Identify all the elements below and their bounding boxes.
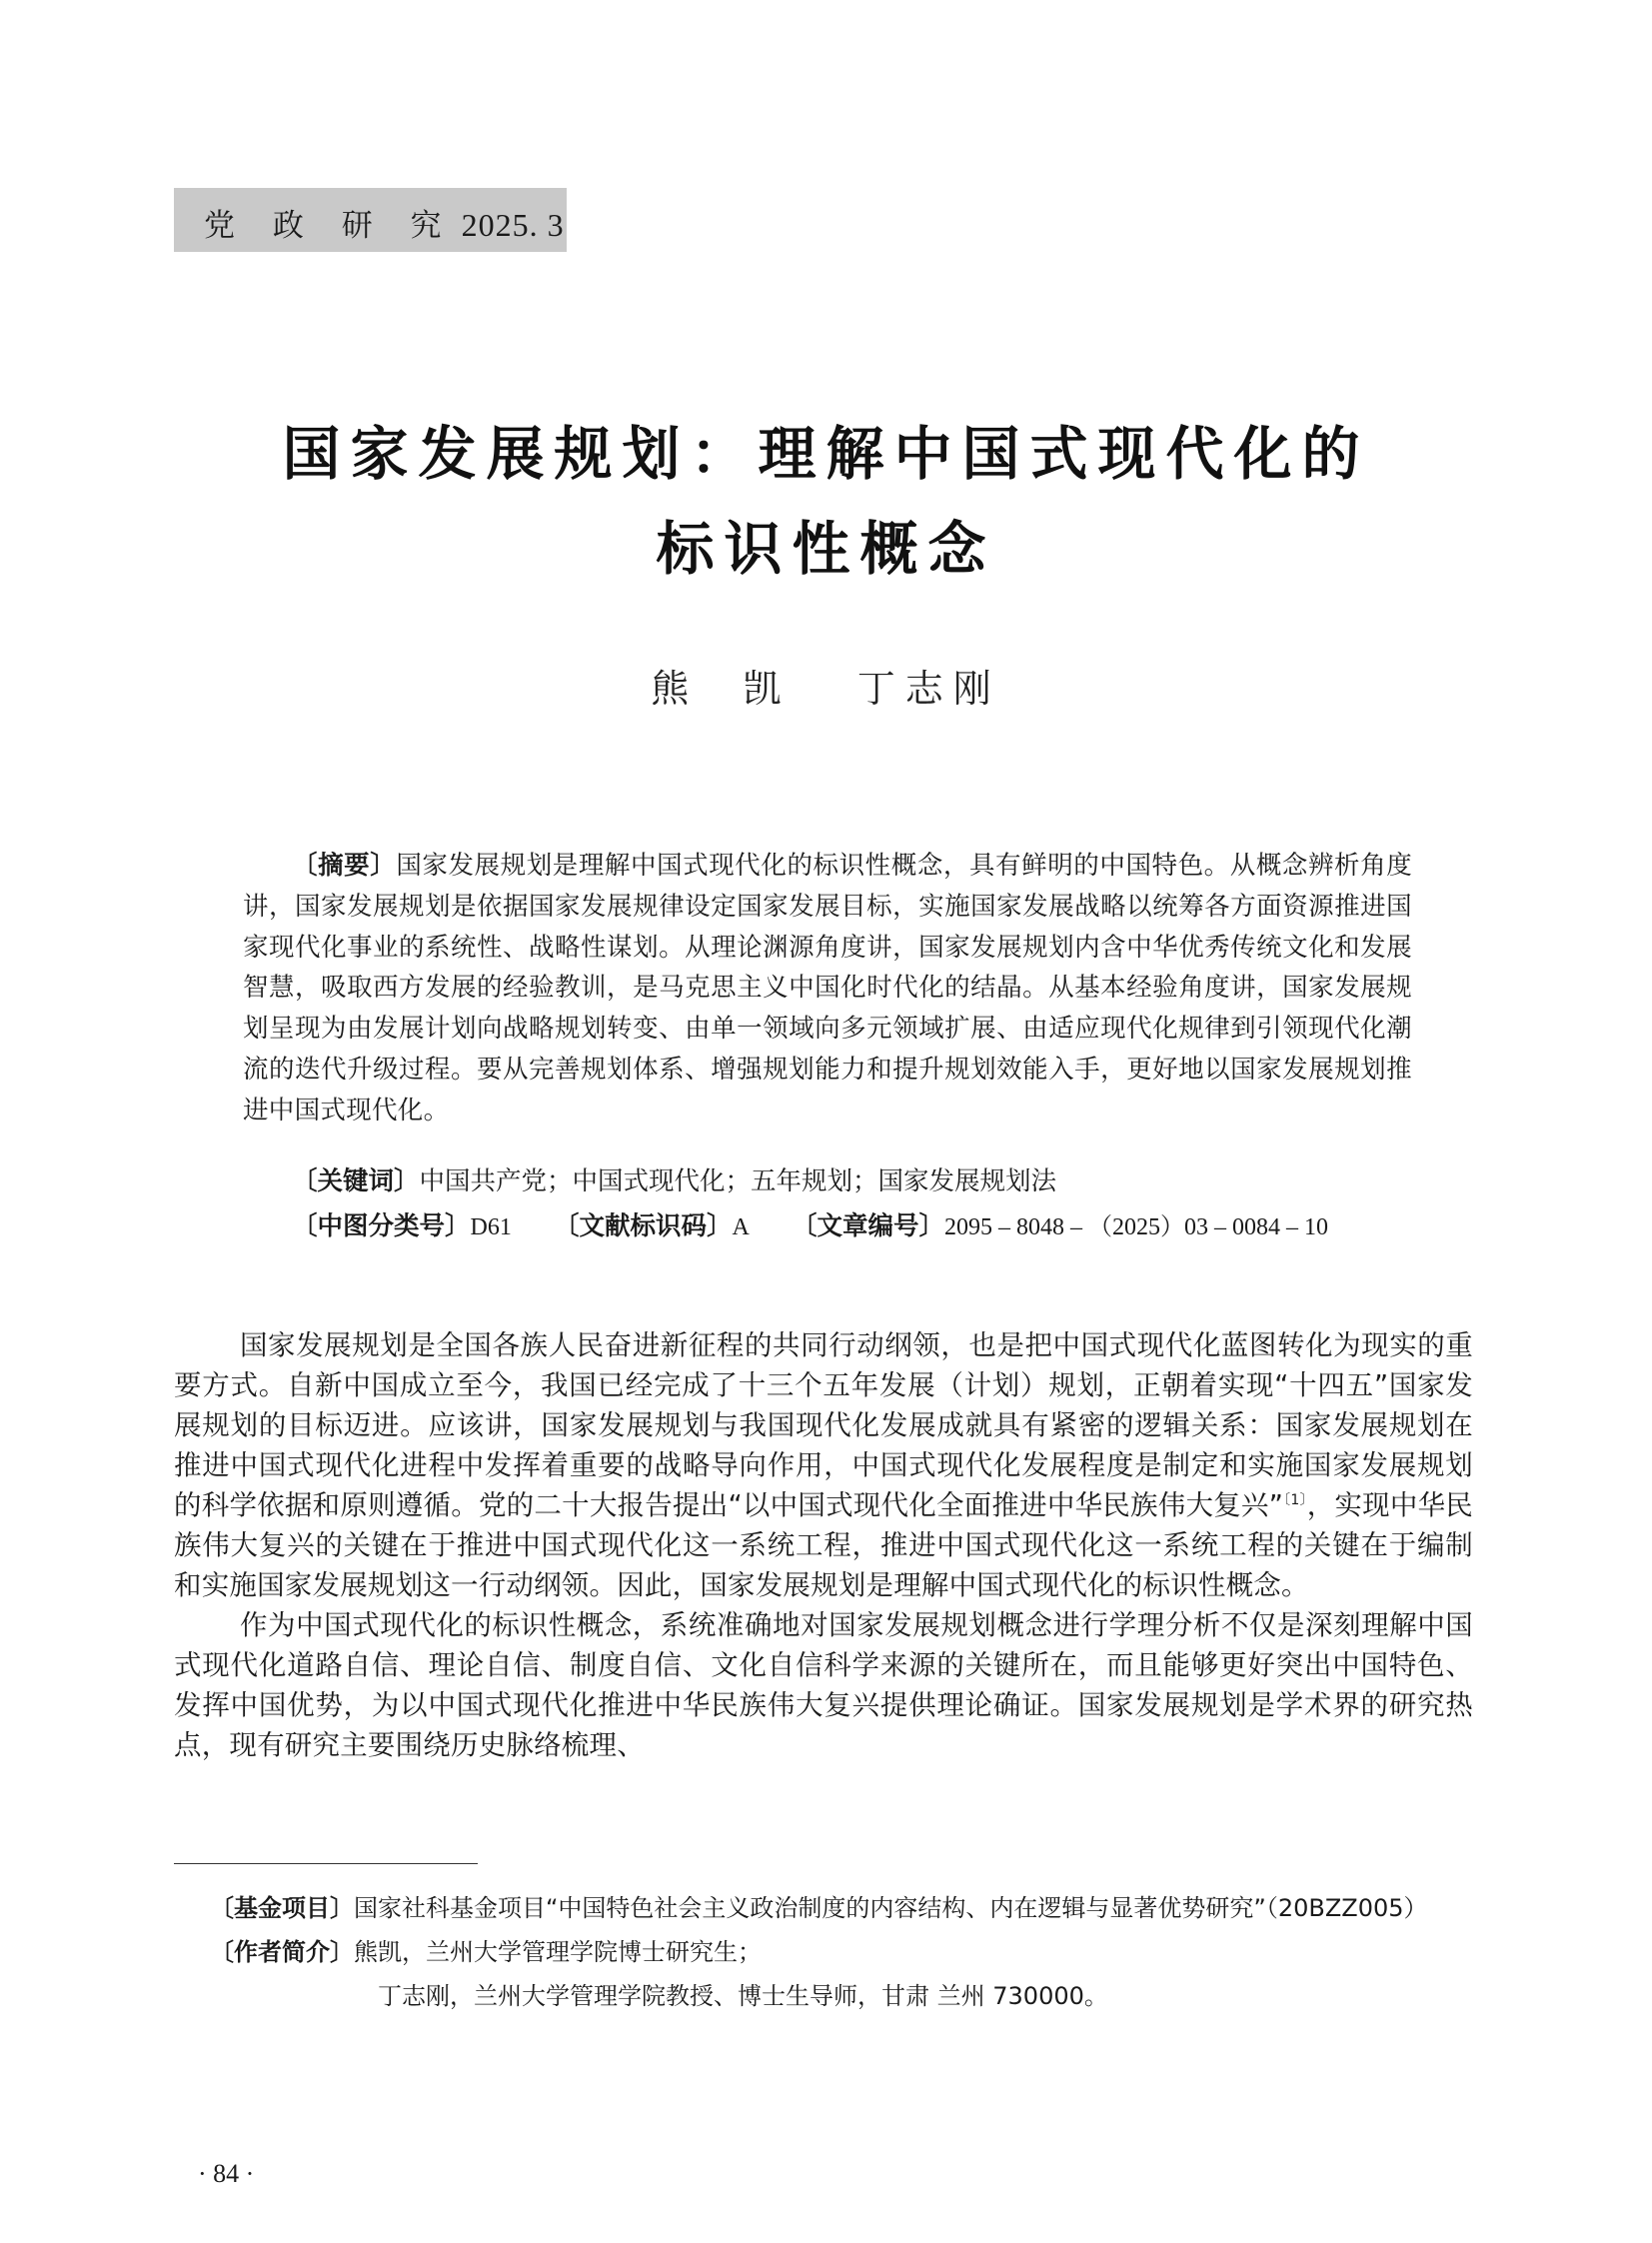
body-paragraph-1-part-b: ，实现中华民族伟大复兴的关键在于推进中国式现代化这一系统工程，推进中国式现代化这一系统工程的关键在于编制和实施国家发展规划这一行动纲领。因此，国家发展规划是理解中国式现代化的标识性概念。 <box>174 1489 1473 1601</box>
doc-code-value: A <box>732 1214 750 1240</box>
journal-issue: 2025. 3 <box>461 207 565 243</box>
article-number-value: 2095 – 8048 – （2025）03 – 0084 – 10 <box>943 1214 1328 1240</box>
author-2-bio: 丁志刚，兰州大学管理学院教授、博士生导师，甘肃 兰州 730000。 <box>378 1982 1108 2010</box>
abstract-text: 国家发展规划是理解中国式现代化的标识性概念，具有鲜明的中国特色。从概念辨析角度讲，国家发展规划是依据国家发展规律设定国家发展目标，实施国家发展战略以统筹各方面资源推进国家现代化事业的系统性、战略性谋划。从理论渊源角度讲，国家发展规划内含中华优秀传统文化和发展智慧，吸取西方发展的经验教训，是马克思主义中国化时代化的结晶。从基本经验角度讲，国家发展规划呈现为由发展计划向战略规划转变、由单一领域向多元领域扩展、由适应现代化规律到引领现代化潮流的迭代升级过程。要从完善规划体系、增强规划能力和提升规划效能入手，更好地以国家发展规划推进中国式现代化。 <box>243 851 1413 1125</box>
keywords-text: 中国共产党；中国式现代化；五年规划；国家发展规划法 <box>419 1166 1057 1196</box>
author-1-bio: 熊凯，兰州大学管理学院博士研究生； <box>354 1938 762 1966</box>
authors: 熊 凯 丁志刚 <box>651 667 1001 711</box>
fund-text: 国家社科基金项目“中国特色社会主义政治制度的内容结构、内在逻辑与显著优势研究”（20BZZ005） <box>354 1894 1428 1922</box>
footnotes <box>210 1889 1479 2015</box>
article-title-line-2: 标识性概念 <box>656 515 996 583</box>
journal-header <box>204 200 565 245</box>
journal-name: 党 政 研 究 <box>204 208 456 244</box>
article-number-label: 〔文章编号〕 <box>791 1211 944 1241</box>
article-title-line-1: 国家发展规划：理解中国式现代化的 <box>282 420 1370 488</box>
fund-footnote <box>210 1889 1479 1927</box>
citation-superscript: 〔1〕 <box>1283 1491 1307 1508</box>
keywords-label: 〔关键词〕 <box>292 1166 420 1196</box>
abstract <box>243 846 1412 1131</box>
clc-value: D61 <box>470 1214 512 1240</box>
clc-label: 〔中图分类号〕 <box>292 1211 471 1241</box>
journal-header-box <box>174 188 567 252</box>
body-paragraph-1 <box>174 1325 1473 1605</box>
footnote-divider <box>174 1863 478 1864</box>
doc-code-label: 〔文献标识码〕 <box>553 1211 733 1241</box>
keywords <box>292 1161 1056 1197</box>
abstract-label: 〔摘要〕 <box>292 851 397 881</box>
fund-label: 〔基金项目〕 <box>210 1894 354 1922</box>
body-paragraph-1-part-a: 国家发展规划是全国各族人民奋进新征程的共同行动纲领，也是把中国式现代化蓝图转化为现实的重要方式。自新中国成立至今，我国已经完成了十三个五年发展（计划）规划，正朝着实现“十四五”国家发展规划的目标迈进。应该讲，国家发展规划与我国现代化发展成就具有紧密的逻辑关系：国家发展规划在推进中国式现代化进程中发挥着重要的战略导向作用，中国式现代化发展程度是制定和实施国家发展规划的科学依据和原则遵循。党的二十大报告提出“以中国式现代化全面推进中华民族伟大复兴” <box>174 1329 1473 1521</box>
main-body <box>174 1325 1473 1765</box>
author-label: 〔作者简介〕 <box>210 1938 354 1966</box>
page-number: · 84 · <box>198 2159 255 2188</box>
body-paragraph-2: 作为中国式现代化的标识性概念，系统准确地对国家发展规划概念进行学理分析不仅是深刻理解中国式现代化道路自信、理论自信、制度自信、文化自信科学来源的关键所在，而且能够更好突出中国特色、发挥中国优势，为以中国式现代化推进中华民族伟大复兴提供理论确证。国家发展规划是学术界的研究热点，现有研究主要围绕历史脉络梳理、 <box>174 1609 1473 1761</box>
classification-line <box>292 1206 1328 1242</box>
author-footnote <box>210 1933 1479 1971</box>
